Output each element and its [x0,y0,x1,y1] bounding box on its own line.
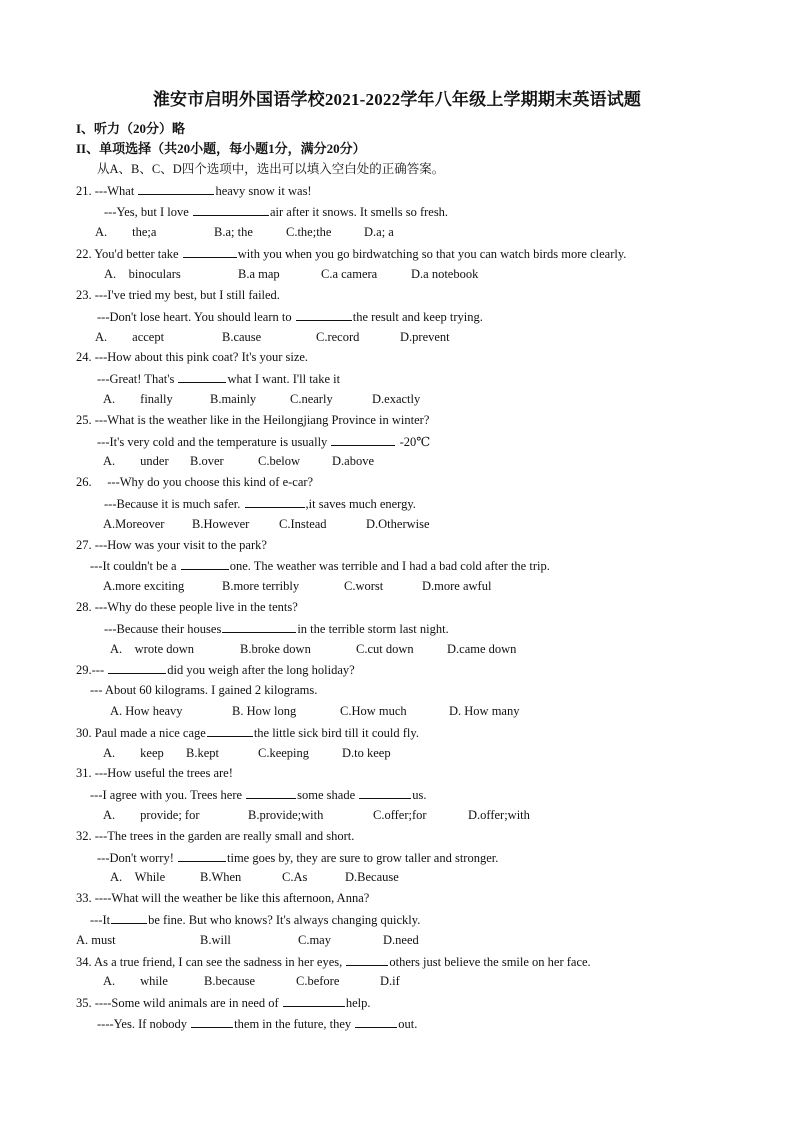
option-d: D. How many [449,704,520,718]
text-segment: in the terrible storm last night. [297,622,449,636]
option-d: D.Otherwise [366,517,430,531]
text-segment: ---It couldn't be a [90,559,180,573]
option-b: B. How long [232,704,297,718]
text-segment: help. [345,996,371,1010]
answer-blank [359,786,411,799]
question-33-line-2 [90,911,420,928]
text-segment: 24. ---How about this pink coat? It's your size. [76,350,309,364]
option-d: D.need [383,933,419,947]
option-c: C.nearly [290,392,333,406]
text-segment: one. The weather was terrible and I had a bad cold after the trip. [229,559,550,573]
option-a: A. must [76,933,116,947]
answer-blank [296,308,352,321]
text-segment: -20℃ [396,435,431,449]
text-segment: 28. ---Why do these people live in the tents? [76,600,298,614]
text-segment: ---Don't lose heart. You should learn to [97,310,295,324]
option-c: C.record [316,330,360,344]
option-c: C.below [258,454,301,468]
option-c: C.may [298,933,331,947]
text-segment: 27. ---How was your visit to the park? [76,538,267,552]
option-d: D.more awful [422,579,492,593]
text-segment: 23. ---I've tried my best, but I still failed. [76,288,280,302]
text-segment: be fine. But who knows? It's always changing quickly. [148,913,421,927]
text-segment: ---Because their houses [104,622,222,636]
text-segment: 31. ---How useful the trees are! [76,766,233,780]
question-29-line-1 [76,661,355,678]
option-b: B.a map [238,267,280,281]
question-22-line-1 [76,245,626,262]
question-26-line-1 [76,474,313,490]
text-segment: what I want. I'll take it [227,372,341,386]
question-29-line-2 [90,682,317,698]
question-30-line-1 [76,724,419,741]
option-d: D.above [332,454,374,468]
text-segment: did you weigh after the long holiday? [167,663,355,677]
text-segment: ----Yes. If nobody [97,1017,191,1031]
text-segment: out. [398,1017,418,1031]
question-35-line-2 [97,1015,417,1032]
question-31-line-1 [76,765,233,781]
text-segment: ---Yes, but I love [104,205,192,219]
question-27-line-2 [90,557,550,574]
option-a: A. wrote down [110,642,195,656]
text-segment: 32. ---The trees in the garden are really small and short. [76,829,355,843]
text-segment: 25. ---What is the weather like in the Heilongjiang Province in winter? [76,413,430,427]
text-segment: 35. ----Some wild animals are in need of [76,996,282,1010]
option-c: C.before [296,974,340,988]
question-32-line-2 [97,849,498,866]
option-c: C.worst [344,579,384,593]
text-segment: air after it snows. It smells so fresh. [269,205,449,219]
question-23-line-1 [76,287,280,303]
text-segment: others just believe the smile on her face. [389,955,591,969]
option-d: D.prevent [400,330,450,344]
question-31-line-2 [90,786,427,803]
option-b: B.a; the [214,225,253,239]
question-25-line-1 [76,412,429,428]
answer-blank [283,994,345,1007]
answer-blank [108,661,166,674]
answer-blank [222,620,296,633]
answer-blank [245,495,305,508]
text-segment: 33. ----What will the weather be like this afternoon, Anna? [76,891,370,905]
question-28-line-1 [76,599,298,615]
text-segment: them in the future, they [234,1017,355,1031]
option-a: A. While [110,870,166,884]
question-27-line-1 [76,537,267,553]
question-23-line-2 [97,308,483,325]
option-c: C.offer;for [373,808,427,822]
option-b: B.will [200,933,231,947]
option-a: A. provide; for [103,808,200,822]
option-d: D.to keep [342,746,391,760]
text-segment: 29.--- [76,663,108,677]
question-25-line-2 [97,433,430,450]
option-c: C.the;the [286,225,332,239]
answer-blank [207,724,253,737]
option-d: D.exactly [372,392,421,406]
answer-blank [138,182,214,195]
answer-blank [181,557,229,570]
option-d: D.Because [345,870,399,884]
question-24-line-1 [76,349,308,365]
answer-blank [193,203,269,216]
option-b: B.provide;with [248,808,324,822]
option-a: A. binoculars [104,267,181,281]
question-24-line-2 [97,370,340,387]
text-segment: --- About 60 kilograms. I gained 2 kilograms. [90,683,318,697]
text-segment: ---Don't worry! [97,851,178,865]
option-a: A. accept [95,330,165,344]
text-segment: heavy snow it was! [215,184,312,198]
option-a: A. the;a [95,225,157,239]
text-segment: ---I agree with you. Trees here [90,788,246,802]
answer-blank [191,1015,233,1028]
option-b: B.over [190,454,224,468]
question-34-line-1 [76,953,591,970]
answer-blank [355,1015,397,1028]
question-35-line-1 [76,994,371,1011]
text-segment: 26. ---Why do you choose this kind of e-car? [76,475,314,489]
answer-blank [246,786,296,799]
option-a: A. How heavy [110,704,183,718]
text-segment: ,it saves much energy. [305,497,416,511]
section-multiple-choice: II、单项选择（共20小题，每小题1分，满分20分） [76,141,366,156]
option-c: C.As [282,870,308,884]
answer-blank [178,370,226,383]
option-c: C.cut down [356,642,414,656]
option-c: C.keeping [258,746,310,760]
option-a: A.Moreover [103,517,165,531]
option-b: B.broke down [240,642,311,656]
section-listening: I、听力（20分）略 [76,121,186,136]
option-d: D.offer;with [468,808,530,822]
text-segment: with you when you go birdwatching so that you can watch birds more clearly. [237,247,627,261]
text-segment: 22. You'd better take [76,247,182,261]
text-segment: us. [412,788,427,802]
text-segment: ---It's very cold and the temperature is usually [97,435,331,449]
option-a: A. finally [103,392,173,406]
option-b: B.cause [222,330,262,344]
answer-blank [331,433,395,446]
text-segment: ---Great! That's [97,372,178,386]
option-d: D.if [380,974,400,988]
option-d: D.a notebook [411,267,479,281]
text-segment: 34. As a true friend, I can see the sadness in her eyes, [76,955,346,969]
option-c: C.Instead [279,517,327,531]
answer-blank [178,849,226,862]
option-c: C.How much [340,704,407,718]
answer-blank [346,953,388,966]
section-instruction: 从A、B、C、D四个选项中，选出可以填入空白处的正确答案。 [97,162,445,176]
text-segment: the little sick bird till it could fly. [253,726,419,740]
option-a: A. keep [103,746,164,760]
answer-blank [183,245,237,258]
question-33-line-1 [76,890,369,906]
text-segment: time goes by, they are sure to grow taller and stronger. [227,851,499,865]
option-a: A. under [103,454,169,468]
option-b: B.However [192,517,250,531]
text-segment: the result and keep trying. [352,310,483,324]
text-segment: 21. ---What [76,184,138,198]
option-b: B.kept [186,746,219,760]
option-b: B.because [204,974,256,988]
option-d: D.a; a [364,225,394,239]
option-b: B.mainly [210,392,257,406]
text-segment: ---Because it is much safer. [104,497,244,511]
option-c: C.a camera [321,267,378,281]
question-32-line-1 [76,828,354,844]
question-21-line-1 [76,182,312,199]
option-b: B.When [200,870,242,884]
option-b: B.more terribly [222,579,300,593]
answer-blank [111,911,147,924]
question-28-line-2 [104,620,449,637]
exam-title: 淮安市启明外国语学校2021-2022学年八年级上学期期末英语试题 [152,90,642,109]
text-segment: 30. Paul made a nice cage [76,726,206,740]
text-segment: some shade [297,788,359,802]
question-26-line-2 [104,495,416,512]
text-segment: ---It [90,913,111,927]
question-21-line-2 [104,203,448,220]
option-d: D.came down [447,642,517,656]
option-a: A. while [103,974,168,988]
option-a: A.more exciting [103,579,185,593]
